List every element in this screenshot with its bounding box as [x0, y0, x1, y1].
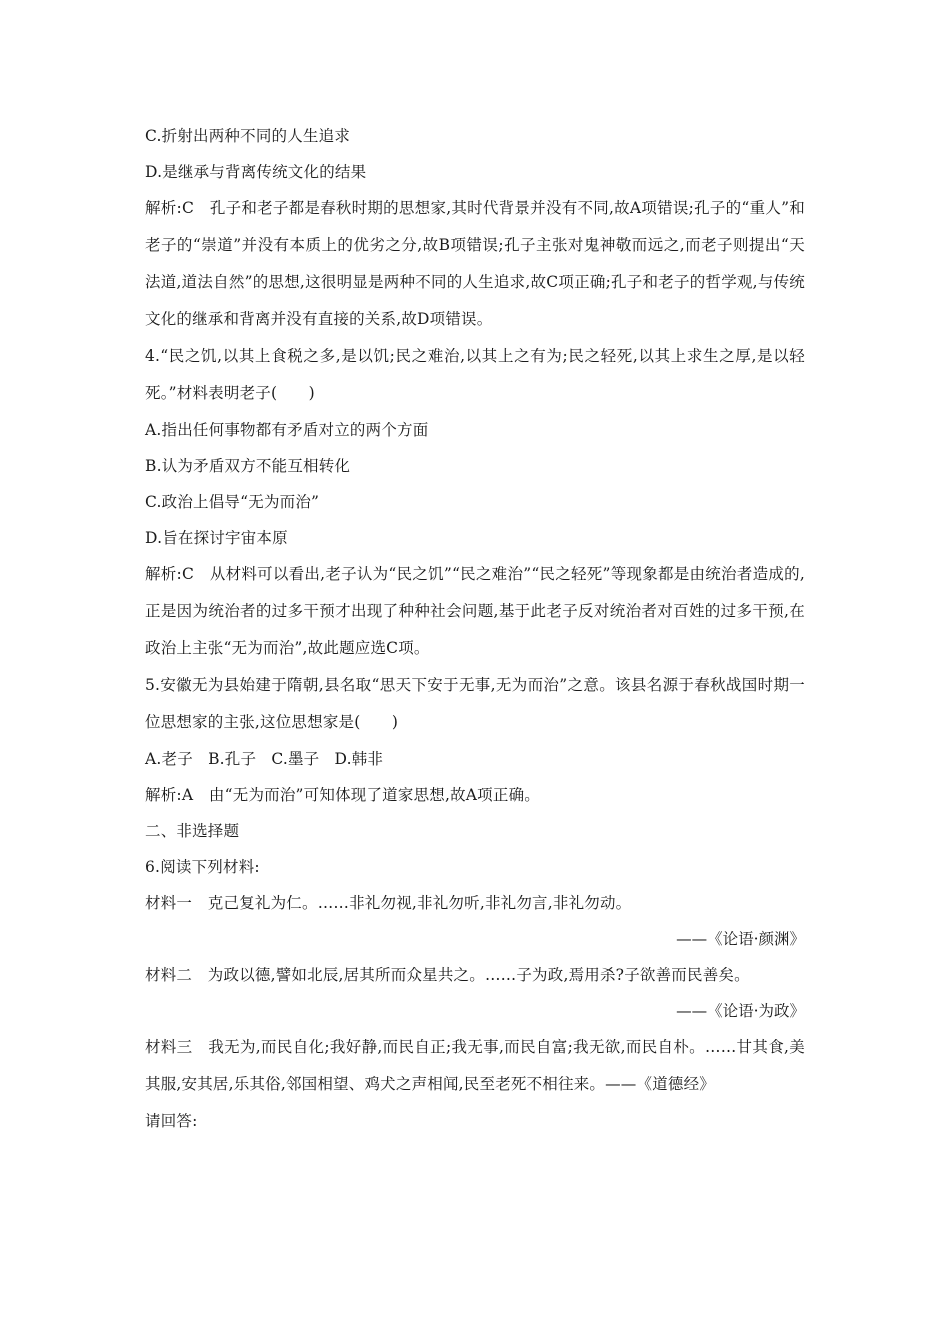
- q4-stem: 4.“民之饥,以其上食税之多,是以饥;民之难治,以其上之有为;民之轻死,以其上求生之厚,是以轻死。”材料表明老子( ): [145, 347, 805, 402]
- q5-options: [145, 741, 805, 777]
- section-title: 二、非选择题: [145, 822, 240, 840]
- q6-prompt: 请回答:: [145, 1112, 198, 1130]
- q4-option-b: B.认为矛盾双方不能互相转化: [145, 457, 351, 475]
- q5-option-b: B.孔子: [208, 750, 257, 768]
- q6-material-2: 材料二 为政以德,譬如北辰,居其所而众星共之。……子为政,焉用杀?子欲善而民善矣。: [145, 966, 750, 984]
- q5-analysis: 解析:A 由“无为而治”可知体现了道家思想,故A项正确。: [145, 786, 540, 804]
- q6-material-3: 材料三 我无为,而民自化;我好静,而民自正;我无事,而民自富;我无欲,而民自朴。……甘其食,美其服,安其居,乐其俗,邻国相望、鸡犬之声相闻,民至老死不相往来。——《道德经》: [145, 1038, 805, 1093]
- q5-stem: 5.安徽无为县始建于隋朝,县名取“思天下安于无事,无为而治”之意。该县名源于春秋战国时期一位思想家的主张,这位思想家是( ): [145, 676, 805, 731]
- q4-option-d: D.旨在探讨宇宙本原: [145, 529, 288, 547]
- q6-source-1: ——《论语·颜渊》: [676, 930, 805, 948]
- q4-option-c: C.政治上倡导“无为而治”: [145, 493, 320, 511]
- q5-option-a: A.老子: [145, 750, 193, 768]
- q6-stem: 6.阅读下列材料:: [145, 858, 260, 876]
- q6-source-2: ——《论语·为政》: [676, 1002, 805, 1020]
- q5-option-c: C.墨子: [271, 750, 320, 768]
- document-page: [145, 118, 805, 1139]
- q5-option-d: D.韩非: [334, 750, 384, 768]
- q6-material-1: 材料一 克己复礼为仁。……非礼勿视,非礼勿听,非礼勿言,非礼勿动。: [145, 894, 632, 912]
- q3-option-d: D.是继承与背离传统文化的结果: [145, 163, 367, 181]
- q4-analysis: 解析:C 从材料可以看出,老子认为“民之饥”“民之难治”“民之轻死”等现象都是由统治者造成的,正是因为统治者的过多干预才出现了种种社会问题,基于此老子反对统治者对百姓的过多干预,在政治上主张“无为而治”,故此题应选C项。: [145, 565, 805, 657]
- q3-analysis: 解析:C 孔子和老子都是春秋时期的思想家,其时代背景并没有不同,故A项错误;孔子的“重人”和老子的“崇道”并没有本质上的优劣之分,故B项错误;孔子主张对鬼神敬而远之,而老子则提出“天法道,道法自然”的思想,这很明显是两种不同的人生追求,故C项正确;孔子和老子的哲学观,与传统文化的继承和背离并没有直接的关系,故D项错误。: [145, 199, 805, 328]
- q3-option-c: C.折射出两种不同的人生追求: [145, 127, 351, 145]
- q4-option-a: A.指出任何事物都有矛盾对立的两个方面: [145, 421, 429, 439]
